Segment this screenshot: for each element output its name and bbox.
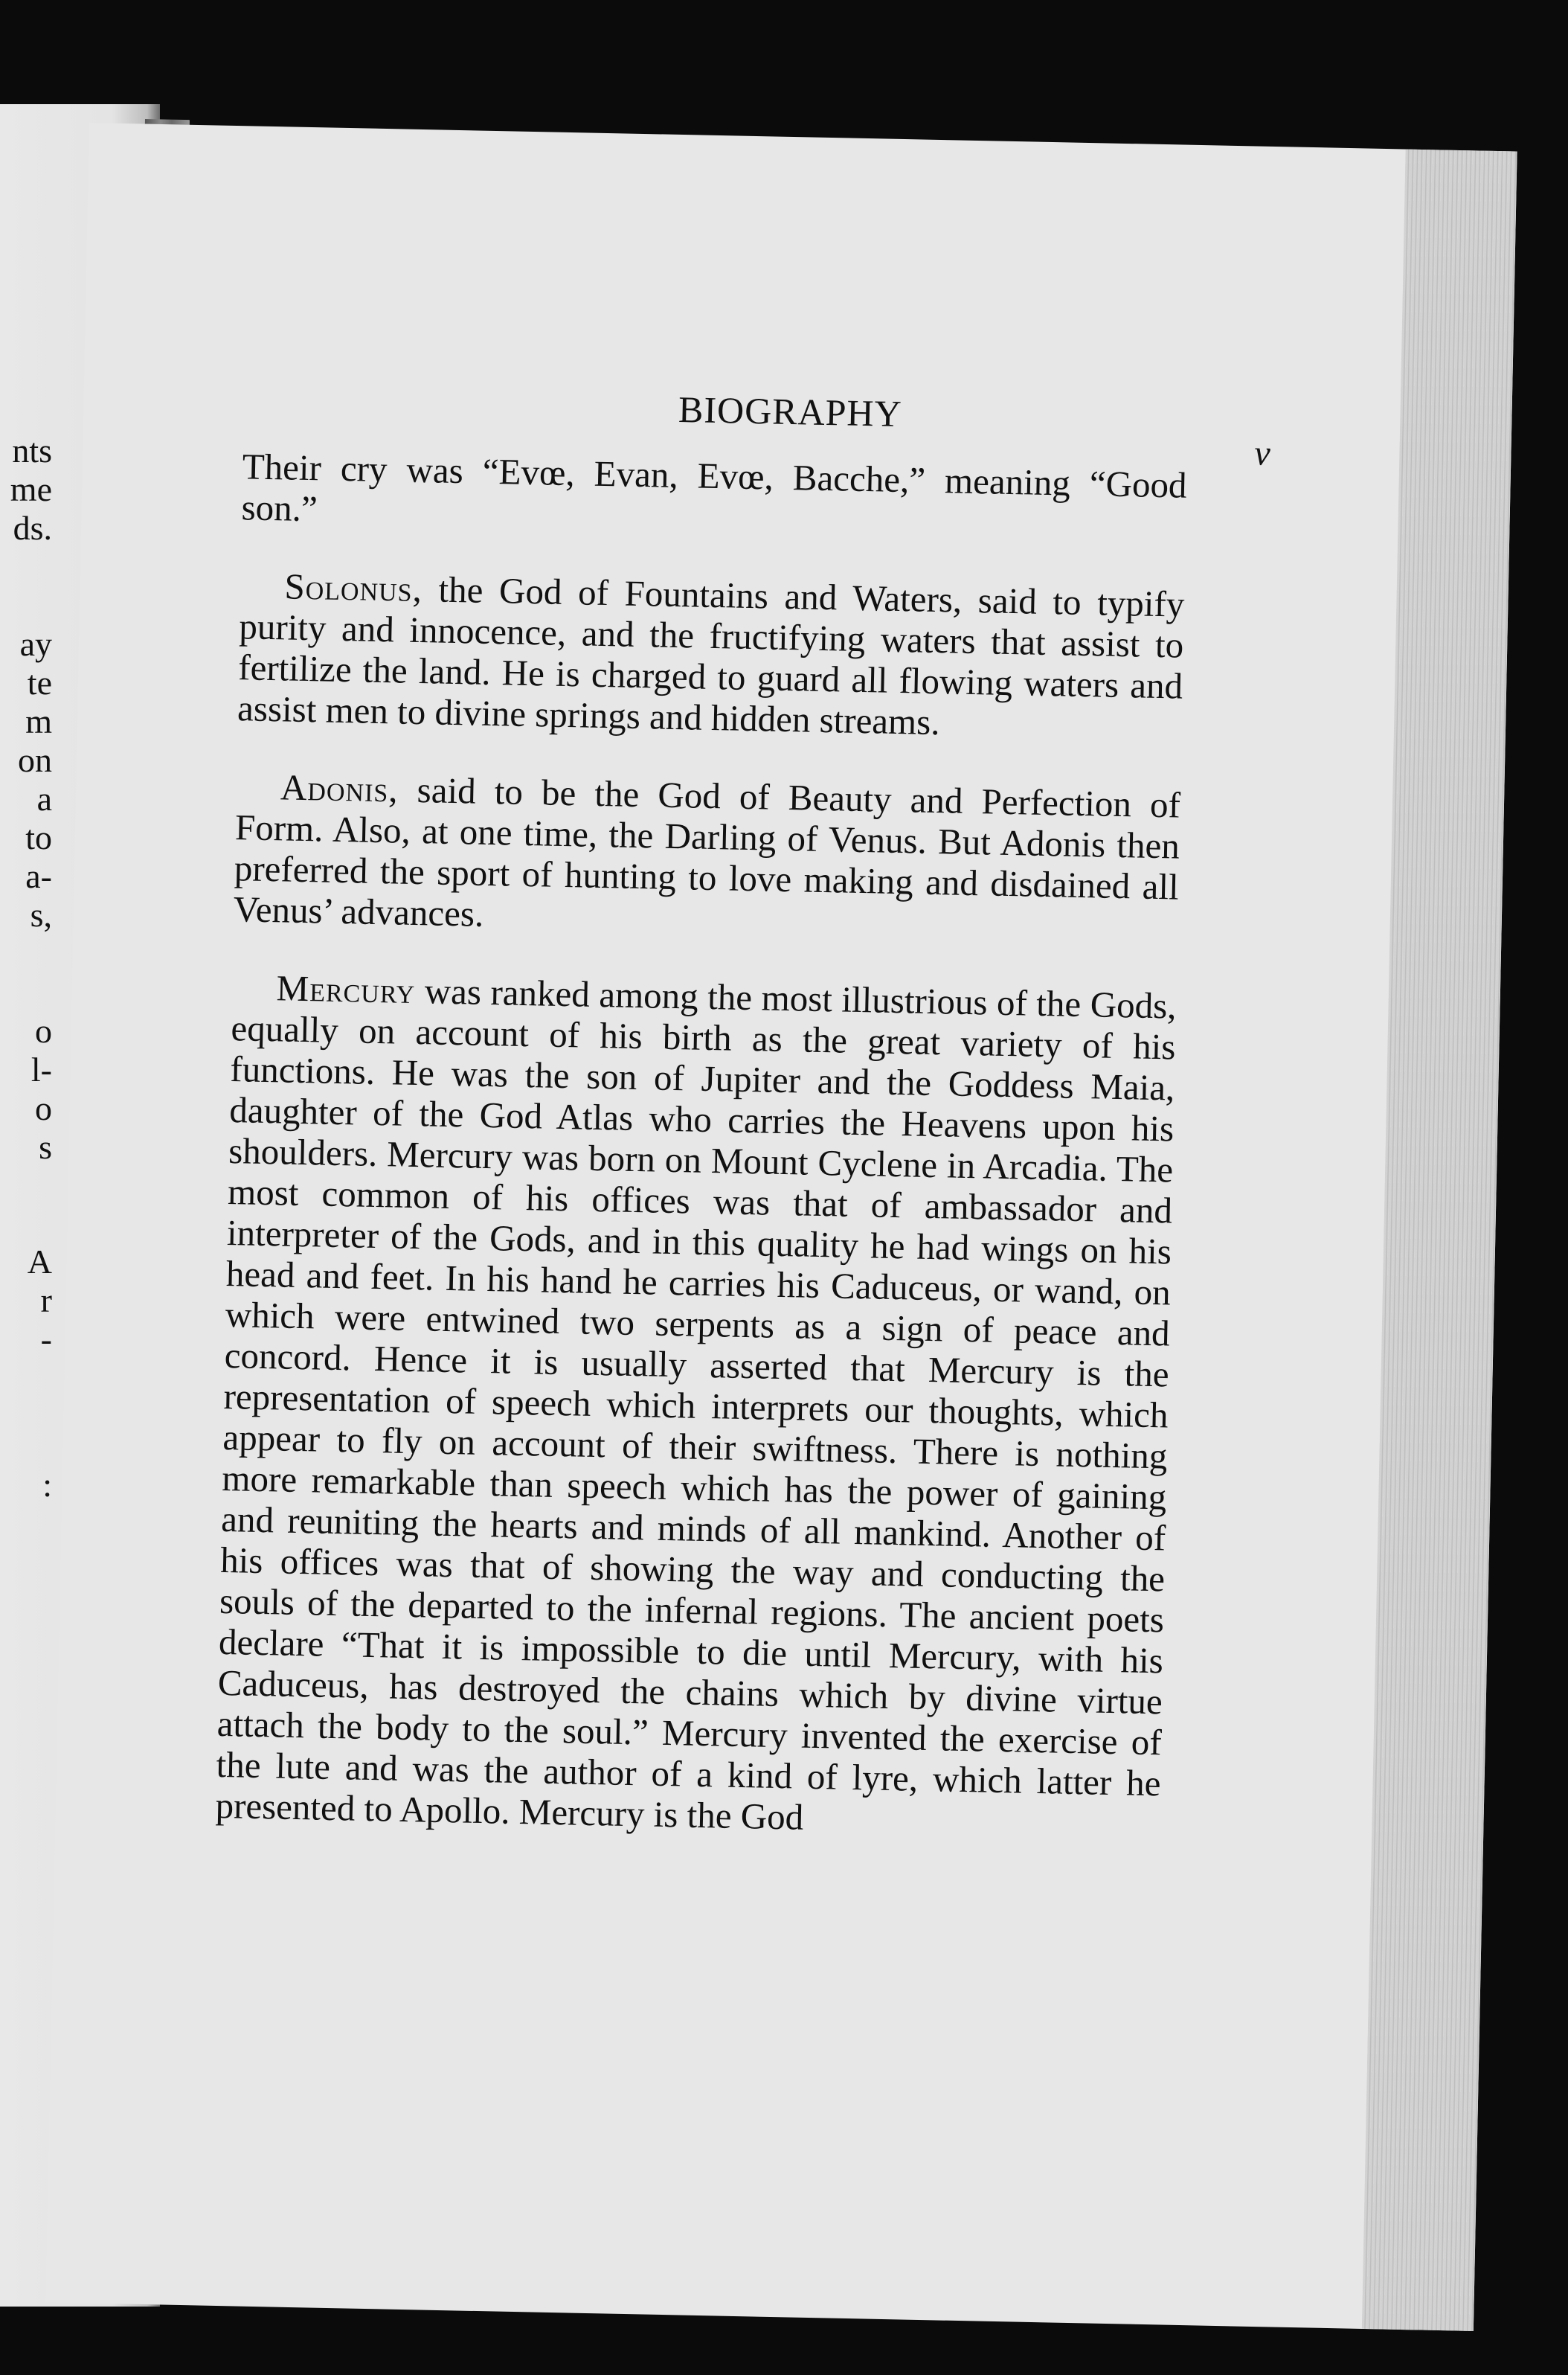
paragraph-text: the God of Fountains and Waters, said to typify purity and innocence, and the fructifying waters that assist to fertilize the land. He is charged to guard all flowing waters and assist men to divine springs and hidden streams. (237, 568, 1185, 743)
left-page-fragment: o (35, 1012, 52, 1050)
left-page-fragment: : (42, 1466, 52, 1504)
left-page-fragment: nts (12, 432, 52, 469)
left-page-fragment: l- (30, 1051, 52, 1089)
paragraph-lead: Solonus, (283, 565, 423, 610)
left-page-fragment: ay (19, 625, 52, 663)
paragraph-lead: Adonis, (280, 766, 399, 810)
left-page-fragment: A (27, 1243, 52, 1281)
left-page-fragment: me (10, 470, 52, 508)
page-edge (1362, 150, 1517, 2331)
left-page-fragment: a- (25, 857, 52, 895)
left-page-fragment: r (40, 1281, 52, 1319)
right-page (45, 123, 1517, 2331)
paragraph (241, 446, 1187, 546)
paragraph-text: said to be the God of Beauty and Perfection of Form. Also, at one time, the Darling of Venus. But Adonis then preferred the sport of hunting to love making and disdained all Venus’ advances. (233, 769, 1181, 935)
paragraph-text: was ranked among the most illustrious of the Gods, equally on account of his birth as the great variety of his functions. He was the son of Jupiter and the Goddess Maia, daughter of the God Atlas who carries the Heavens upon his shoulders. Mercury was born on Mount Cyclene in Arcadia. The most common of his offices was that of ambassador and interpreter of the Gods, and in this quality he had wings on his head and feet. In his hand he carries his Caduceus, or wand, on which were entwined two serpents as a sign of peace and concord. Hence it is usually asserted that Mercury is the representation of speech which interprets our thoughts, which appear to fly on account of their swiftness. There is nothing more remarkable than speech which has the power of gaining and reuniting the hearts and minds of all mankind. Another of his offices was that of showing the way and conducting the souls of the departed to the infernal regions. The ancient poets declare “That it is impossible to die until Mercury, with his Caduceus, has destroyed the chains which by divine virtue attach the body to the soul.” Mercury invented the exercise of the lute and was the author of a kind of lyre, which latter he presented to Apollo. Mercury is the God (215, 970, 1177, 1838)
left-page-fragment: s, (30, 896, 52, 934)
left-page-fragment: o (35, 1089, 52, 1127)
left-page-fragment: m (25, 702, 52, 740)
left-page-fragment: s (39, 1128, 52, 1166)
paragraph (215, 967, 1177, 1844)
left-page-fragment: ds. (13, 509, 52, 547)
left-page-fragment: te (27, 664, 52, 702)
left-page-fragment: on (18, 741, 52, 779)
page-number: v (1253, 433, 1271, 473)
paragraph (237, 565, 1185, 747)
paragraph-lead: Mercury (276, 967, 416, 1012)
paragraph (233, 766, 1180, 948)
left-page-fragment: to (25, 818, 52, 856)
running-head: BIOGRAPHY (678, 388, 903, 435)
body-text (214, 446, 1187, 1882)
left-page-fragment: - (40, 1320, 52, 1358)
left-page-fragment: a (36, 780, 52, 818)
paragraph-text: Their cry was “Evœ, Evan, Evœ, Bacche,” meaning “Good son.” (241, 446, 1188, 530)
